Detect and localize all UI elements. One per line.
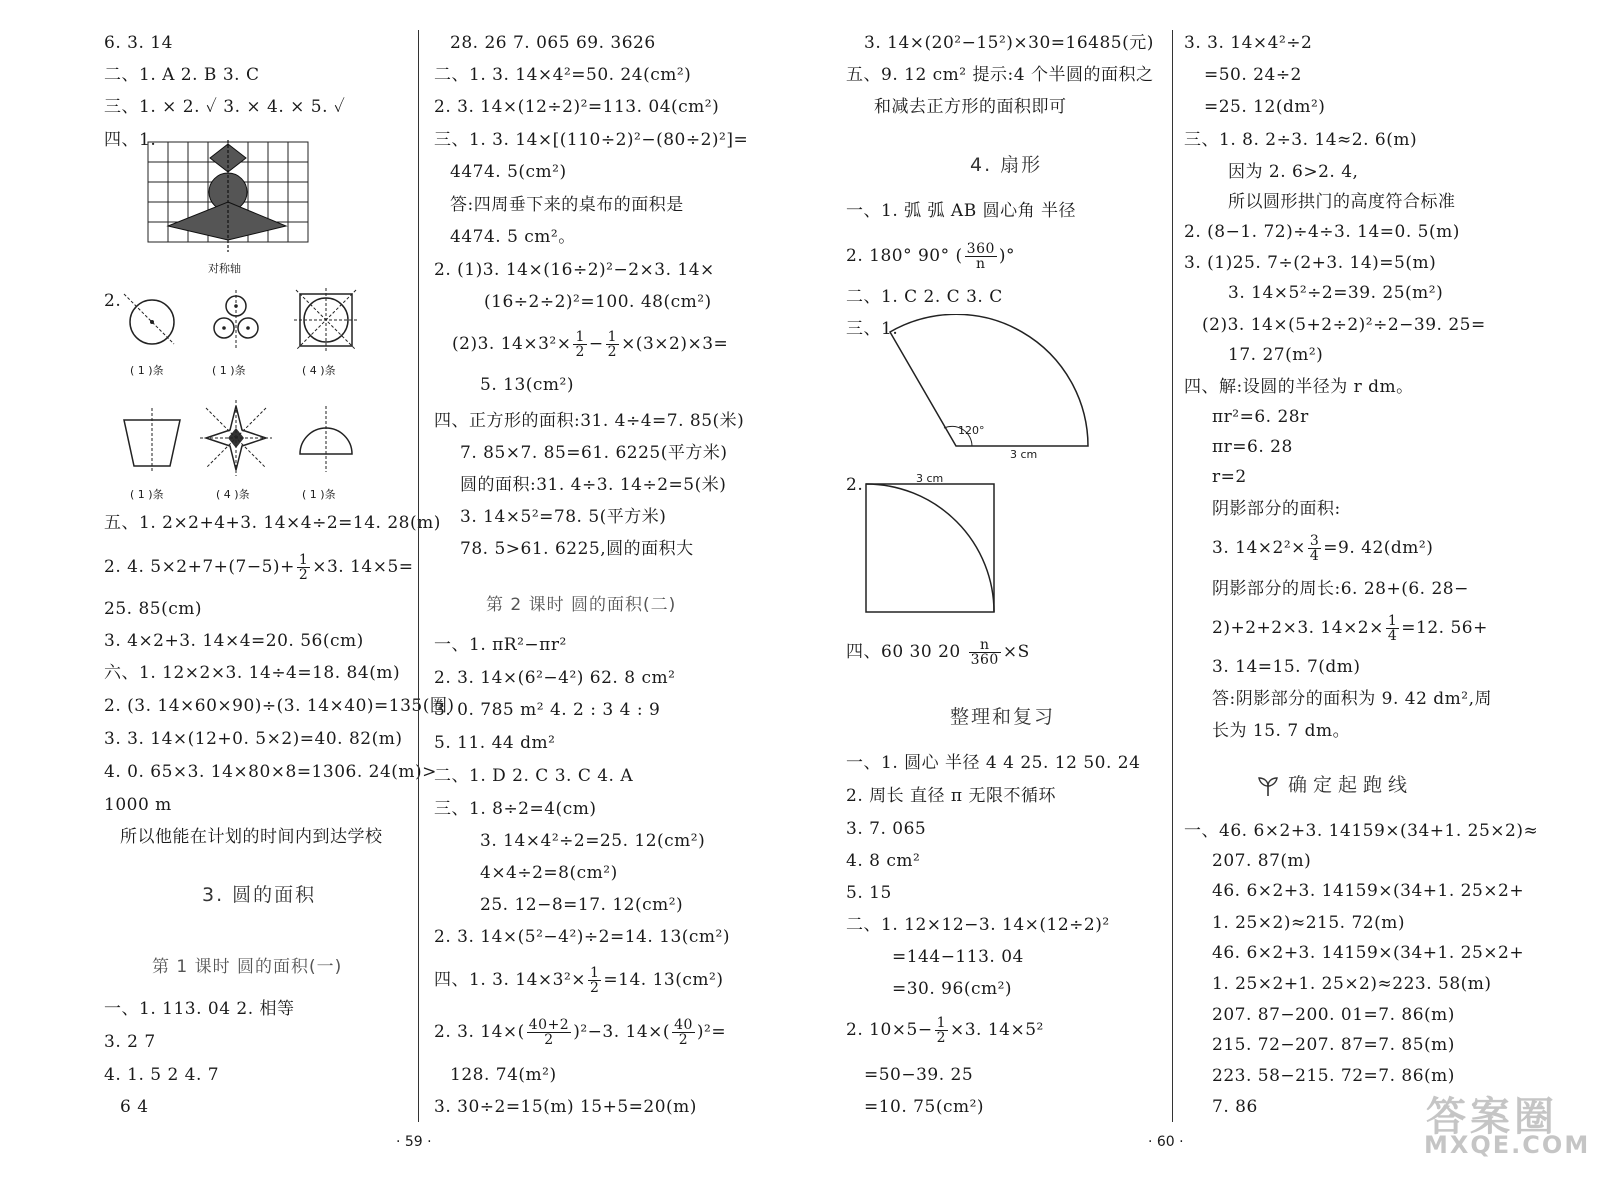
- answer-text: ×3. 14×5²: [949, 1020, 1044, 1040]
- answer-line: 5. 13(cm²): [480, 375, 574, 395]
- fraction: $\frac{3}{4}$: [1309, 533, 1320, 564]
- trapezoid-figure: [120, 404, 184, 474]
- answer-text: =14. 13(cm²): [603, 970, 724, 990]
- answer-line: 3. 3. 14×4²÷2: [1184, 33, 1313, 53]
- figure-caption: ( 1 )条: [302, 488, 336, 501]
- sprout-icon: [1256, 774, 1280, 798]
- fraction: $\frac{1}{2}$: [607, 329, 618, 360]
- answer-line: 207. 87−200. 01=7. 86(m): [1212, 1005, 1455, 1025]
- section-title: 3. 圆的面积: [202, 884, 317, 906]
- answer-line: 3. (1)25. 7÷(2+3. 14)=5(m): [1184, 253, 1437, 273]
- answer-line: 三、1. 8. 2÷3. 14≈2. 6(m): [1184, 130, 1418, 150]
- answer-line: 4. 1. 5 2 4. 7: [104, 1065, 220, 1085]
- answer-line: 223. 58−215. 72=7. 86(m): [1212, 1066, 1455, 1086]
- answer-line: 三、1. 8÷2=4(cm): [434, 799, 597, 819]
- answer-line: 2. 3. 14×(5²−4²)÷2=14. 13(cm²): [434, 927, 730, 947]
- answer-line: [104, 553, 414, 582]
- answer-line: 207. 87(m): [1212, 851, 1312, 871]
- answer-line: 2. 周长 直径 π 无限不循环: [846, 786, 1057, 806]
- answer-line: (2)3. 14×3²× $\frac{1}{2}$ − $\frac{1}{2}$ ×(3×2)×3=: [452, 329, 729, 360]
- answer-text: (2)3. 14×3²×: [452, 334, 572, 354]
- answer-line: 3. 4×2+3. 14×4=20. 56(cm): [104, 631, 364, 651]
- answer-line: 28. 26 7. 065 69. 3626: [450, 33, 656, 53]
- answer-line: 二、1. D 2. C 3. C 4. A: [434, 766, 634, 786]
- answer-line: 四、解:设圆的半径为 r dm。: [1184, 377, 1414, 397]
- section-title-text: 确定起跑线: [1288, 774, 1414, 796]
- answer-text: ×3. 14×5=: [312, 557, 414, 577]
- answer-line: 78. 5>61. 6225,圆的面积大: [460, 539, 694, 559]
- answer-line: 7. 86: [1212, 1097, 1258, 1117]
- answer-text: 2. 3. 14×: [434, 1022, 518, 1042]
- answer-text: 3. 14×2²×: [1212, 538, 1306, 558]
- answer-text: 四、1. 3. 14×3²×: [434, 970, 586, 990]
- answer-line: 三、1. 3. 14×[(110÷2)²−(80÷2)²]=: [434, 130, 749, 150]
- answer-line: 5. 15: [846, 883, 892, 903]
- answer-line: =50−39. 25: [864, 1065, 974, 1085]
- answer-line: 4×4÷2=8(cm²): [480, 863, 618, 883]
- fraction: $\frac{1}{2}$: [590, 965, 600, 996]
- fraction: $\frac{1}{2}$: [298, 552, 309, 583]
- angle-label: 120°: [958, 424, 985, 437]
- answer-line: 2. 3. 14×(6²−4²) 62. 8 cm²: [434, 668, 676, 688]
- answer-text: 2. 180° 90°: [846, 246, 950, 266]
- answer-line: 7. 85×7. 85=61. 6225(平方米): [460, 443, 728, 463]
- answer-line: [1212, 534, 1433, 563]
- answer-line: 1000 m: [104, 795, 172, 815]
- axis-label: 对称轴: [208, 262, 241, 275]
- answer-line: 一、1. 弧 弧 AB 圆心角 半径: [846, 201, 1077, 221]
- answer-line: [846, 1016, 1044, 1045]
- answer-line: [434, 966, 723, 995]
- answer-text: 2)+2+2×3. 14×2×: [1212, 618, 1384, 638]
- answer-line: 1. 25×2)≈215. 72(m): [1212, 913, 1405, 933]
- answer-line: 四、60 30 20 $\frac{n}{360}$ ×S: [846, 637, 1030, 668]
- answer-line: πr²=6. 28r: [1212, 407, 1309, 427]
- fraction: $\frac{1}{2}$: [936, 1015, 946, 1046]
- answer-line: 答:四周垂下来的桌布的面积是: [450, 195, 684, 215]
- figure-caption: ( 1 )条: [212, 364, 246, 377]
- circle-with-diameter-figure: [120, 290, 180, 350]
- answer-line: 一、46. 6×2+3. 14159×(34+1. 25×2)≈: [1184, 821, 1539, 841]
- answer-line: 2.: [104, 291, 122, 311]
- answer-line: 阴影部分的面积:: [1212, 499, 1341, 519]
- page-number: · 59 ·: [396, 1134, 432, 1150]
- answer-line: 4474. 5(cm²): [450, 162, 567, 182]
- answer-line: 二、1. 12×12−3. 14×(12÷2)²: [846, 915, 1110, 935]
- answer-line: 二、1. C 2. C 3. C: [846, 287, 1003, 307]
- answer-line: 三、1.: [846, 319, 899, 339]
- answer-line: (16÷2÷2)²=100. 48(cm²): [484, 292, 712, 312]
- answer-line: 2. 180° 90° ( $\frac{360}{n}$ )°: [846, 241, 1016, 272]
- answer-line: 四、1.: [104, 130, 157, 150]
- sector-120-figure: [888, 314, 1098, 460]
- answer-line: 6 4: [120, 1097, 149, 1117]
- answer-line: 46. 6×2+3. 14159×(34+1. 25×2+: [1212, 881, 1525, 901]
- answer-line: 2. (1)3. 14×(16÷2)²−2×3. 14×: [434, 260, 715, 280]
- figure-caption: ( 1 )条: [130, 364, 164, 377]
- answer-line: 3. 30÷2=15(m) 15+5=20(m): [434, 1097, 697, 1117]
- answer-line: 17. 27(m²): [1228, 345, 1324, 365]
- fraction: $\frac{360}{n}$: [966, 241, 995, 272]
- answer-line: (2)3. 14×(5+2÷2)²÷2−39. 25=: [1202, 315, 1486, 335]
- answer-line: 46. 6×2+3. 14159×(34+1. 25×2+: [1212, 943, 1525, 963]
- figure-caption: ( 4 )条: [302, 364, 336, 377]
- answer-line: [1212, 614, 1488, 643]
- page-60: [800, 0, 1600, 1193]
- answer-line: 阴影部分的周长:6. 28+(6. 28−: [1212, 579, 1469, 599]
- fraction: $\frac{40}{2}$: [674, 1017, 693, 1048]
- fraction: $\frac{40+2}{2}$: [528, 1017, 570, 1048]
- answer-line: 二、1. A 2. B 3. C: [104, 65, 260, 85]
- answer-line: =144−113. 04: [892, 947, 1024, 967]
- answer-line: 6. 3. 14: [104, 33, 173, 53]
- answer-line: 圆的面积:31. 4÷3. 14÷2=5(米): [460, 475, 727, 495]
- figure-caption: ( 4 )条: [216, 488, 250, 501]
- answer-line: =50. 24÷2: [1204, 65, 1302, 85]
- answer-line: 2. (8−1. 72)÷4÷3. 14=0. 5(m): [1184, 222, 1460, 242]
- length-label: 3 cm: [1010, 448, 1038, 461]
- answer-line: 四、正方形的面积:31. 4÷4=7. 85(米): [434, 411, 745, 431]
- section-title: 整理和复习: [950, 706, 1056, 728]
- answer-line: 因为 2. 6>2. 4,: [1228, 162, 1359, 182]
- answer-line: 3. 14×4²÷2=25. 12(cm²): [480, 831, 706, 851]
- answer-line: πr=6. 28: [1212, 437, 1293, 457]
- answer-line: 4. 0. 65×3. 14×80×8=1306. 24(m)>: [104, 762, 437, 782]
- watermark-logo: 答案圈 MXQE.COM: [1424, 1094, 1591, 1159]
- answer-line: 长为 15. 7 dm。: [1212, 721, 1351, 741]
- answer-line: 和减去正方形的面积即可: [874, 97, 1067, 117]
- quarter-circle-square-figure: [864, 482, 998, 616]
- answer-line: 所以圆形拱门的高度符合标准: [1228, 192, 1456, 212]
- column-divider: [1172, 30, 1173, 1122]
- length-label: 3 cm: [916, 472, 944, 485]
- answer-line: 215. 72−207. 87=7. 85(m): [1212, 1035, 1455, 1055]
- page-number: · 60 ·: [1148, 1134, 1184, 1150]
- answer-line: 二、1. 3. 14×4²=50. 24(cm²): [434, 65, 692, 85]
- answer-line: 1. 25×2+1. 25×2)≈223. 58(m): [1212, 974, 1492, 994]
- answer-line: 3. 3. 14×(12+0. 5×2)=40. 82(m): [104, 729, 403, 749]
- answer-line: 2. (3. 14×60×90)÷(3. 14×40)=135(圈): [104, 696, 455, 716]
- answer-line: 2. 3. 14×(12÷2)²=113. 04(cm²): [434, 97, 720, 117]
- square-circle-figure: [294, 288, 358, 352]
- answer-line: 3. 7. 065: [846, 819, 927, 839]
- three-circles-figure: [208, 288, 264, 350]
- answer-line: 答:阴影部分的面积为 9. 42 dm²,周: [1212, 689, 1493, 709]
- semicircle-figure: [294, 404, 358, 474]
- answer-line: =25. 12(dm²): [1204, 97, 1326, 117]
- answer-line: 3. 14×5²=78. 5(平方米): [460, 507, 667, 527]
- answer-line: r=2: [1212, 467, 1247, 487]
- answer-text: 2. 10×5−: [846, 1020, 933, 1040]
- fraction: $\frac{1}{2}$: [575, 329, 585, 360]
- answer-line: 5. 11. 44 dm²: [434, 733, 556, 753]
- answer-line: 3. 0. 785 m² 4. 2 : 3 4 : 9: [434, 700, 661, 720]
- answer-text: 2. 4. 5×2+7+(7−5)+: [104, 557, 295, 577]
- answer-text: −3. 14×: [587, 1022, 663, 1042]
- answer-line: =30. 96(cm²): [892, 979, 1013, 999]
- answer-line: 五、9. 12 cm² 提示:4 个半圆的面积之: [846, 65, 1154, 85]
- answer-line: 2. 3. 14×( $\frac{40+2}{2}$ )²−3. 14×( $\frac{40}{2}$ )²=: [434, 1017, 727, 1048]
- answer-line: 128. 74(m²): [450, 1065, 557, 1085]
- answer-text: =12. 56+: [1401, 618, 1488, 638]
- answer-line: =10. 75(cm²): [864, 1097, 985, 1117]
- fraction: $\frac{1}{4}$: [1387, 613, 1398, 644]
- star-figure: [200, 400, 272, 476]
- symmetry-grid-figure: [146, 140, 310, 252]
- column-divider: [418, 30, 419, 1122]
- answer-line: 三、1. × 2. ✓ 3. × 4. × 5. ✓: [104, 97, 346, 117]
- answer-line: 3. 2 7: [104, 1032, 156, 1052]
- answer-line: 五、1. 2×2+4+3. 14×4÷2=14. 28(m): [104, 513, 441, 533]
- answer-line: 一、1. πR²−πr²: [434, 635, 567, 655]
- lesson-title: 第 2 课时 圆的面积(二): [486, 595, 677, 615]
- answer-line: 六、1. 12×2×3. 14÷4=18. 84(m): [104, 663, 401, 683]
- answer-text: ×(3×2)×3=: [621, 334, 729, 354]
- answer-line: 所以他能在计划的时间内到达学校: [120, 827, 383, 847]
- answer-line: 25. 85(cm): [104, 599, 202, 619]
- section-title: 4. 扇形: [970, 154, 1043, 176]
- answer-line: 25. 12−8=17. 12(cm²): [480, 895, 684, 915]
- answer-line: 2.: [846, 475, 864, 495]
- fraction: $\frac{n}{360}$: [970, 637, 999, 668]
- answer-text: =9. 42(dm²): [1323, 538, 1434, 558]
- answer-line: 4. 8 cm²: [846, 851, 921, 871]
- section-title: [1256, 770, 1413, 798]
- answer-line: 3. 14×(20²−15²)×30=16485(元): [864, 33, 1154, 53]
- answer-line: 一、1. 113. 04 2. 相等: [104, 999, 295, 1019]
- answer-line: 4474. 5 cm²。: [450, 227, 576, 247]
- answer-line: 3. 14×5²÷2=39. 25(m²): [1228, 283, 1444, 303]
- answer-line: 一、1. 圆心 半径 4 4 25. 12 50. 24: [846, 753, 1141, 773]
- answer-line: 3. 14=15. 7(dm): [1212, 657, 1361, 677]
- answer-text: 四、60 30 20: [846, 642, 961, 662]
- figure-caption: ( 1 )条: [130, 488, 164, 501]
- lesson-title: 第 1 课时 圆的面积(一): [152, 957, 343, 977]
